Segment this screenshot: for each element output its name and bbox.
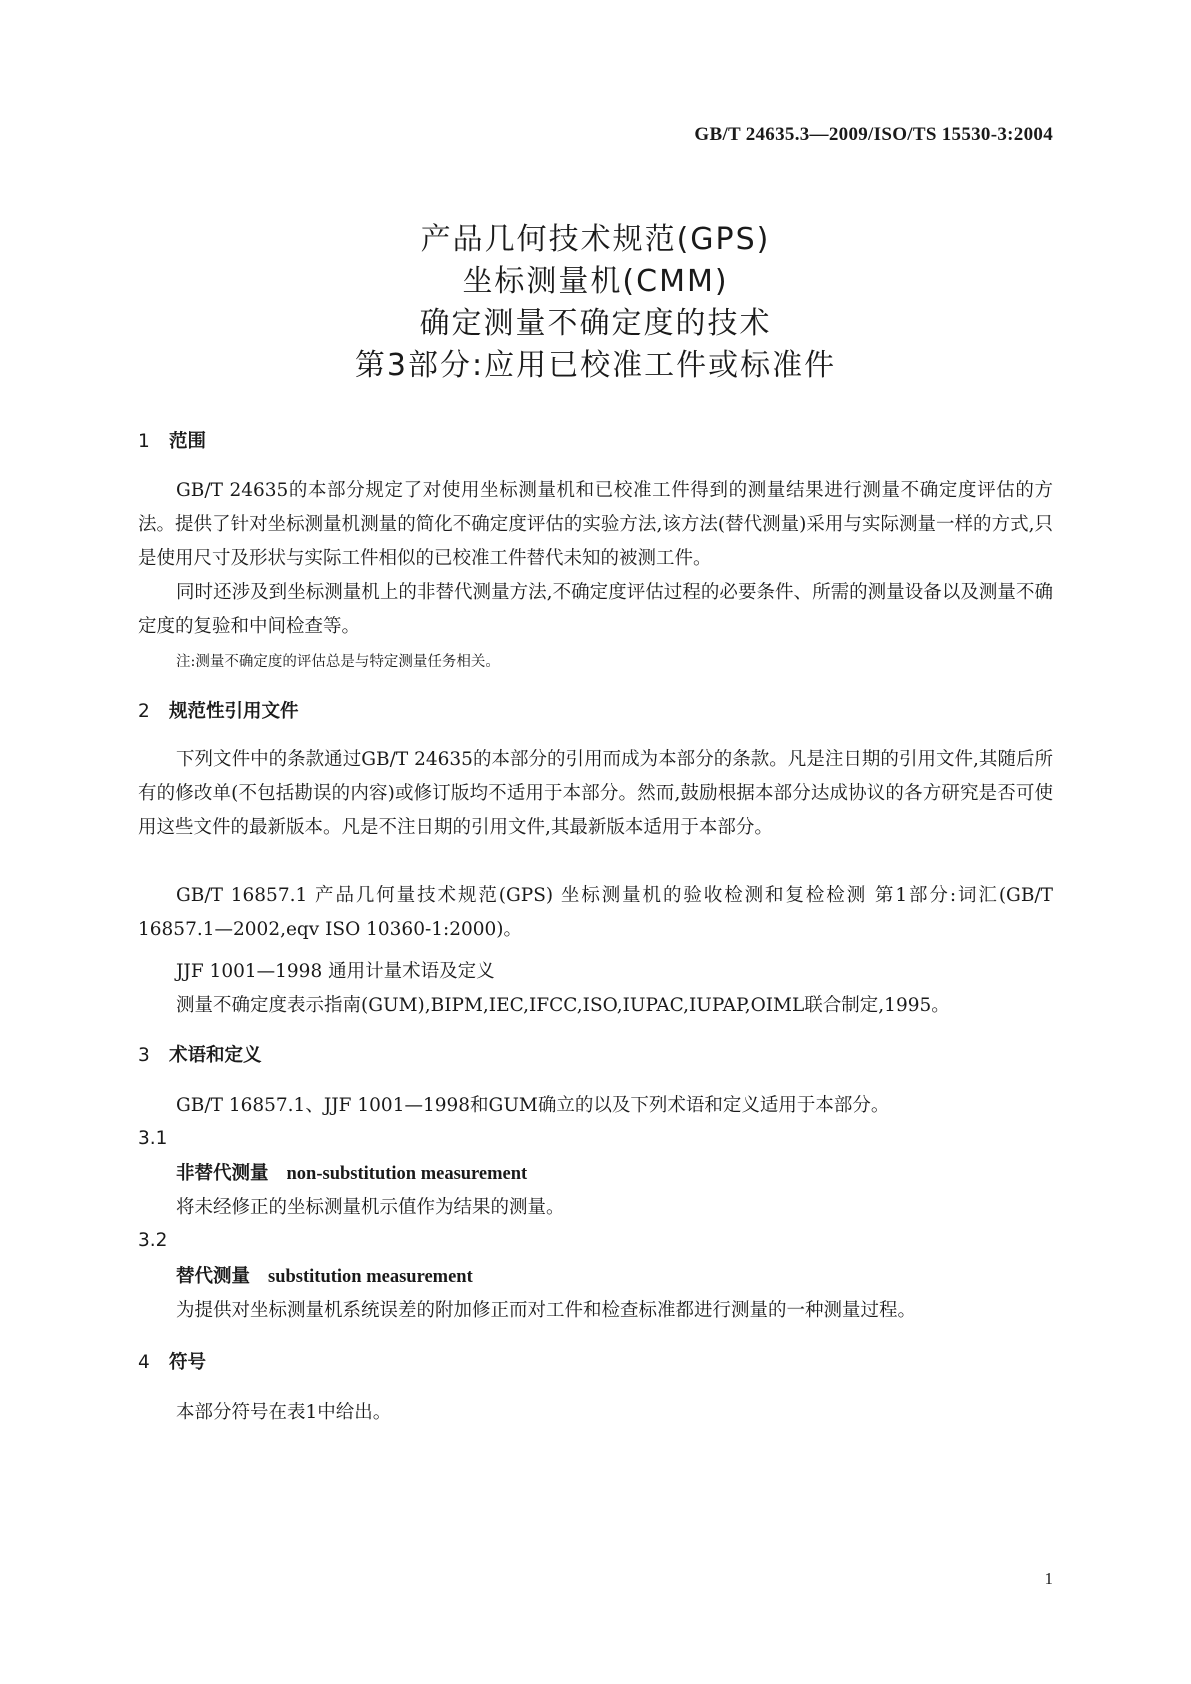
- paragraph: 同时还涉及到坐标测量机上的非替代测量方法,不确定度评估过程的必要条件、所需的测量设备以及测量不确定度的复验和中间检查等。: [138, 582, 1053, 637]
- standard-number: GB/T 24635.3—2009/ISO/TS 15530-3:2004: [694, 124, 1053, 145]
- section-title: 符号: [169, 1352, 207, 1373]
- document-title-line-3: 确定测量不确定度的技术: [419, 306, 772, 341]
- section-number: 3: [138, 1045, 150, 1066]
- section-number: 4: [138, 1352, 150, 1373]
- section-heading-symbols: [138, 1348, 206, 1374]
- paragraph: GB/T 24635的本部分规定了对使用坐标测量机和已校准工件得到的测量结果进行测量不确定度评估的方法。提供了针对坐标测量机测量的简化不确定度评估的实验方法,该方法(替代测量)采用与实际测量一样的方式,只是使用尺寸及形状与实际工件相似的已校准工件替代未知的被测工件。: [138, 480, 1053, 569]
- document-title-line-2: 坐标测量机(CMM): [462, 264, 729, 299]
- term-entry: [176, 1159, 527, 1185]
- term-chinese: 非替代测量: [176, 1163, 269, 1184]
- section-number: 1: [138, 431, 150, 452]
- paragraph: 本部分符号在表1中给出。: [176, 1402, 392, 1423]
- reference-entry: GB/T 16857.1 产品几何量技术规范(GPS) 坐标测量机的验收检测和复检检测 第1部分:词汇(GB/T 16857.1—2002,eqv ISO 10360-1:2000)。: [138, 885, 1053, 940]
- term-number: 3.2: [138, 1230, 168, 1251]
- term-definition: 为提供对坐标测量机系统误差的附加修正而对工件和检查标准都进行测量的一种测量过程。: [176, 1300, 917, 1321]
- section-heading-normative-references: [138, 697, 299, 723]
- reference-entry: JJF 1001—1998 通用计量术语及定义: [176, 961, 495, 982]
- term-definition: 将未经修正的坐标测量机示值作为结果的测量。: [176, 1197, 565, 1218]
- section-title: 规范性引用文件: [169, 701, 299, 722]
- section-heading-terms-and-definitions: [138, 1041, 262, 1067]
- paragraph: 下列文件中的条款通过GB/T 24635的本部分的引用而成为本部分的条款。凡是注日期的引用文件,其随后所有的修改单(不包括勘误的内容)或修订版均不适用于本部分。然而,鼓励根据本部分达成协议的各方研究是否可使用这些文件的最新版本。凡是不注日期的引用文件,其最新版本适用于本部分。: [138, 749, 1053, 838]
- term-chinese: 替代测量: [176, 1266, 251, 1287]
- term-entry: [176, 1262, 473, 1288]
- section-title: 术语和定义: [169, 1045, 262, 1066]
- term-english: non-substitution measurement: [286, 1164, 528, 1184]
- document-title-line-4: 第3部分:应用已校准工件或标准件: [354, 348, 837, 383]
- paragraph: GB/T 16857.1、JJF 1001—1998和GUM确立的以及下列术语和定义适用于本部分。: [176, 1095, 890, 1116]
- section-title: 范围: [169, 431, 207, 452]
- page-number: 1: [1044, 1569, 1053, 1588]
- section-heading-scope: [138, 427, 206, 453]
- section-number: 2: [138, 701, 150, 722]
- reference-entry: 测量不确定度表示指南(GUM),BIPM,IEC,IFCC,ISO,IUPAC,IUPAP,OIML联合制定,1995。: [176, 995, 950, 1016]
- term-english: substitution measurement: [268, 1267, 473, 1287]
- term-number: 3.1: [138, 1128, 168, 1149]
- document-title-line-1: 产品几何技术规范(GPS): [420, 222, 771, 257]
- note: 注:测量不确定度的评估总是与特定测量任务相关。: [176, 654, 500, 670]
